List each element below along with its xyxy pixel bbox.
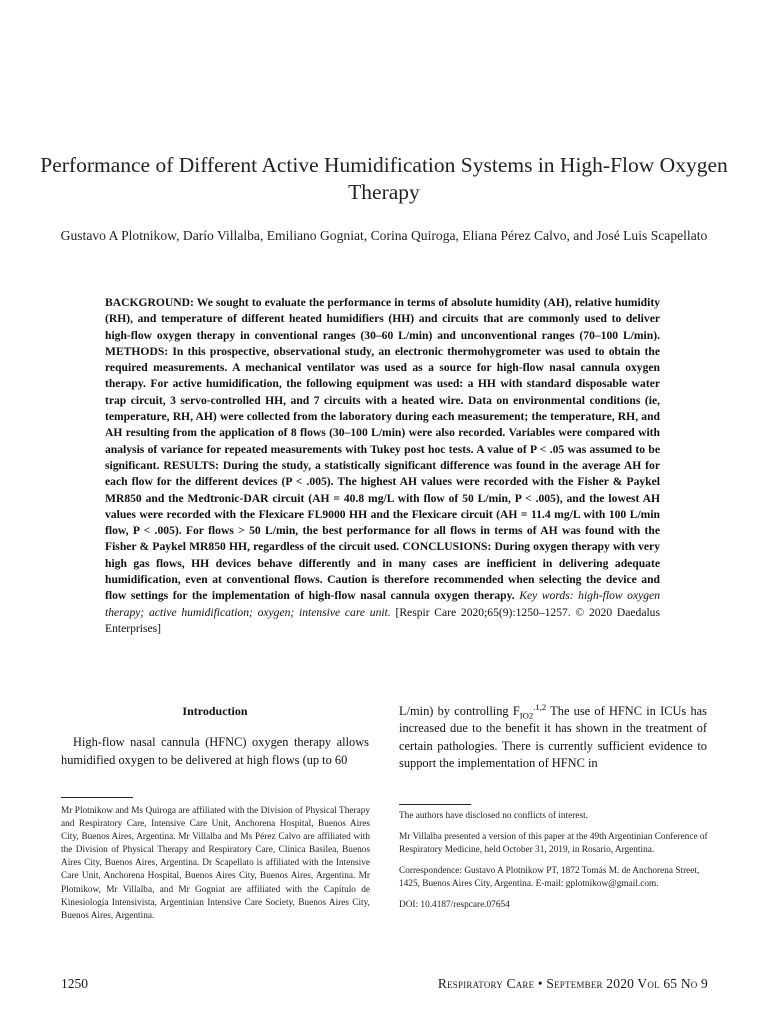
abstract-body: BACKGROUND: We sought to evaluate the performance in terms of absolute humidity (AH), relative humidity (RH), and temperature of different heated humidifiers (HH) and circuits that are commonly used to deliver high-flow oxygen therapy in conventional ranges (30–60 L/min) and unconventional ranges (70–100 L/min). METHODS: In this prospective, observational study, an electronic thermohygrometer was used to obtain the required measurements. A mechanical ventilator was used as a source for high-flow nasal cannula oxygen therapy. For active humidification, the following equipment was used: a HH with standard disposable water trap circuit, 3 servo-controlled HH, and 7 circuits with a heated wire. Data on environmental conditions (ie, temperature, RH, AH) were collected from the laboratory during each measurement; the temperature, RH, and AH resulting from the application of 8 flows (30–100 L/min) were also recorded. Variables were compared with analysis of variance for repeated measurements with Tukey post hoc tests. A value of P < .05 was assumed to be significant. RESULTS: During the study, a statistically significant difference was found in the average AH for each flow for the different devices (P < .005). The highest AH values were recorded with the Fisher & Paykel MR850 and the Medtronic-DAR circuit (AH = 40.8 mg/L with flow of 50 L/min, P < .005), and the lowest AH values were recorded with the Flexicare FL9000 HH and the Flexicare circuit (AH = 11.4 mg/L with 100 L/min flow, P < .005). For flows > 50 L/min, the best performance for all flows in terms of AH was found with the Fisher & Paykel MR850 HH, regardless of the circuit used. CONCLUSIONS: During oxygen therapy with very high gas flows, HH devices behave differently and in many cases are inefficient in delivering adequate humidification, even at conventional flows. Caution is therefore recommended when selecting the device and flow settings for the implementation of high-flow nasal cannula oxygen therapy. [105, 296, 660, 603]
right-footnotes [399, 810, 709, 921]
doi-text: DOI: 10.4187/respcare.07654 [399, 900, 510, 911]
abstract-keywords: Key words: high-flow oxygen therapy; active humidification; oxygen; intensive care unit. [105, 589, 660, 619]
abstract [105, 295, 660, 637]
intro-paragraph-right [399, 703, 707, 772]
fio2-subscript: IO2 [519, 710, 534, 721]
intro-right-pre: L/min) by controlling F [399, 704, 520, 718]
conflicts-text: The authors have disclosed no conflicts of interest. [399, 811, 588, 821]
left-column [61, 703, 369, 769]
intro-paragraph-left: High-flow nasal cannula (HFNC) oxygen therapy allows humidified oxygen to be delivered at high flows (up to 60 [61, 735, 369, 767]
abstract-citation: [Respir Care 2020;65(9):1250–1257. © 2020 Daedalus Enterprises] [105, 605, 660, 635]
correspondence-text: Correspondence: Gustavo A Plotnikow PT, 1872 Tomás M. de Anchorena Street, 1425, Buenos Aires City, Argentina. E-mail: gplotnikow@gmail.com. [399, 866, 700, 890]
affiliation-footnote [61, 805, 370, 931]
footnote-rule-left [61, 797, 133, 798]
presentation-text: Mr Villalba presented a version of this paper at the 49th Argentinian Conference of Respiratory Medicine, held October 31, 2019, in Rosario, Argentina. [399, 832, 708, 856]
section-heading-introduction: Introduction [182, 704, 248, 718]
paper-title: Performance of Different Active Humidification Systems in High-Flow Oxygen Therapy [40, 153, 728, 204]
affiliations-text: Mr Plotnikow and Ms Quiroga are affiliated with the Division of Physical Therapy and Respiratory Care, Intensive Care Unit, Anchorena Hospital, Buenos Aires City, Buenos Aires, Argentina. Mr Villalba and Ms Pérez Calvo are affiliated with the Division of Physical Therapy and Respiratory Care, Clínica Basilea, Buenos Aires City, Buenos Aires, Argentina. Dr Scapellato is affiliated with the Intensive Care Unit, Anchorena Hospital, Buenos Aires City, Buenos Aires, Argentina. Mr Plotnikow, Mr Villalba, and Mr Gogniat are affiliated with the Capítulo de Kinesiología Intensivista, Argentinian Intensive Care Society, Buenos Aires City, Buenos Aires, Argentina. [61, 806, 370, 921]
author-list: Gustavo A Plotnikow, Darío Villalba, Emiliano Gogniat, Corina Quiroga, Eliana Pérez Calvo, and José Luis Scapellato [60, 228, 708, 243]
journal-footer: Respiratory Care • September 2020 Vol 65 No 9 [437, 976, 708, 991]
footnote-rule-right [399, 804, 471, 805]
intro-right-post: The use of HFNC in ICUs has increased due to the benefit it has shown in the treatment of certain pathologies. There is currently sufficient evidence to support the implementation of HFNC in [399, 704, 707, 770]
citation-superscript: .1,2 [533, 701, 547, 712]
right-column [399, 703, 707, 772]
page-number: 1250 [61, 976, 88, 991]
